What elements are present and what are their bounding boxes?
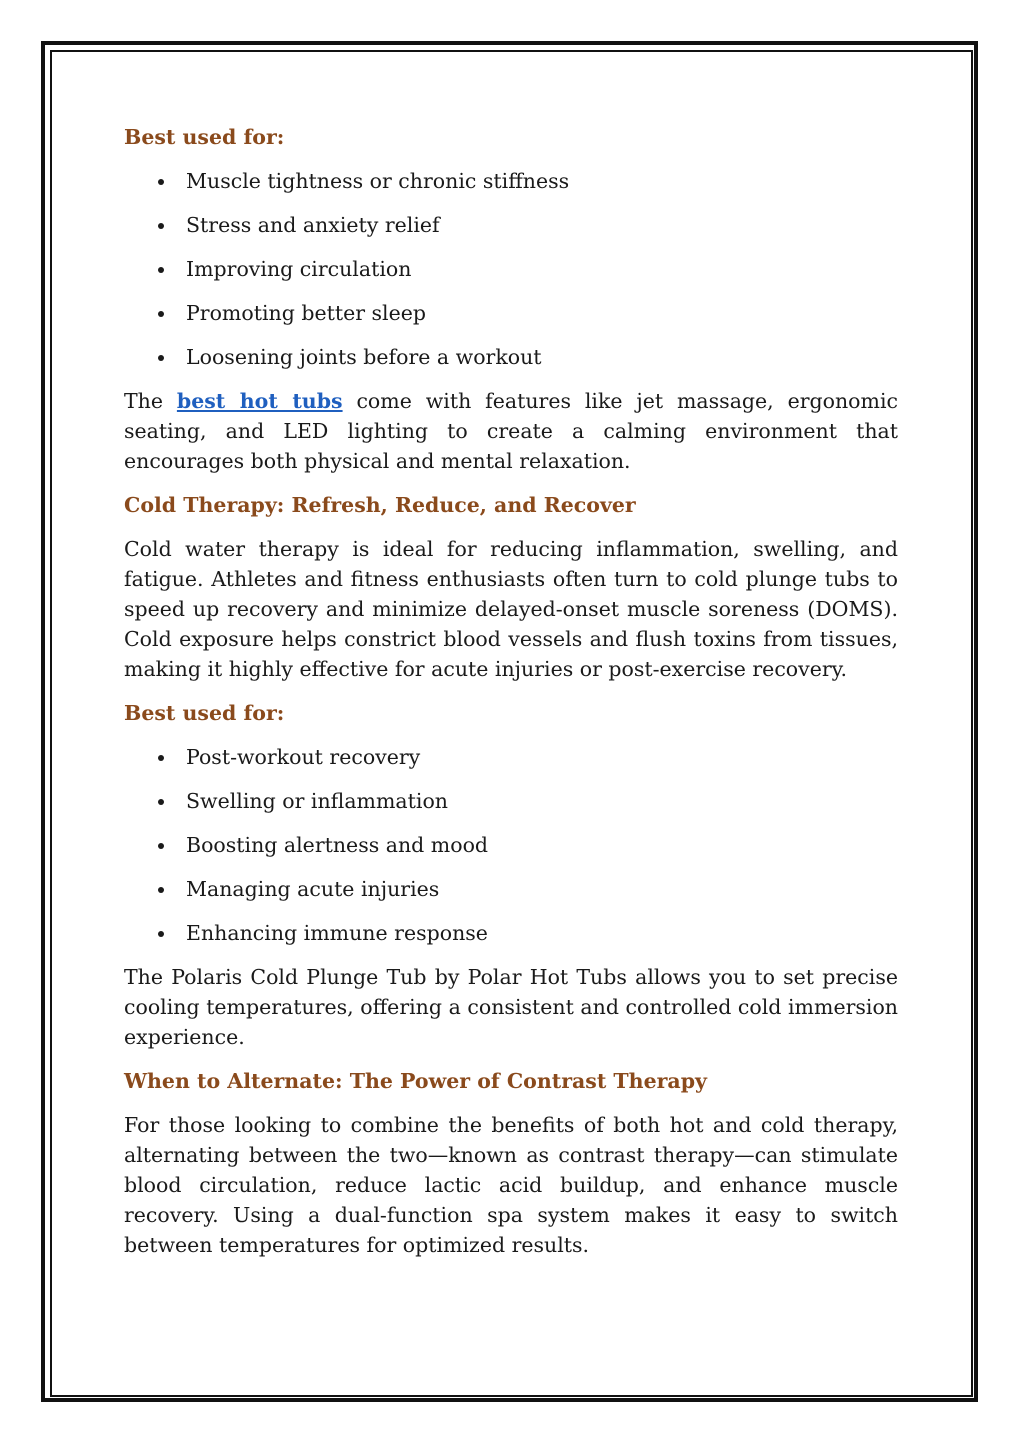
- list-item-text: Promoting better sleep: [186, 301, 426, 325]
- list-item: [124, 918, 898, 948]
- paragraph-polaris: The Polaris Cold Plunge Tub by Polar Hot Tubs allows you to set precise cooling temperatures, offering a consistent and controlled cold immersion experience.: [124, 965, 898, 1049]
- heading-best-used-for-cold: Best used for:: [124, 701, 285, 725]
- list-item: [124, 830, 898, 860]
- list-item: [124, 342, 898, 372]
- heading-best-used-for-hot: Best used for:: [124, 125, 285, 149]
- bullet-icon: [158, 931, 164, 937]
- heading-contrast-therapy: When to Alternate: The Power of Contrast Therapy: [124, 1069, 707, 1093]
- paragraph-contrast-therapy: For those looking to combine the benefits of both hot and cold therapy, alternating between the two—known as contrast therapy—can stimulate blood circulation, reduce lactic acid buildup, and enhance muscle recovery. Using a dual-function spa system makes it easy to switch between temperatures for optimized results.: [124, 1113, 898, 1257]
- bullet-icon: [158, 179, 164, 185]
- list-item-text: Loosening joints before a workout: [186, 345, 542, 369]
- hot-benefits-list: [124, 166, 898, 372]
- list-item-text: Swelling or inflammation: [186, 789, 448, 813]
- list-item: [124, 210, 898, 240]
- paragraph-text-after: come with features like jet massage, ergonomic seating, and LED lighting to create a calming environment that encourages both physical and mental relaxation.: [124, 389, 898, 473]
- bullet-icon: [158, 799, 164, 805]
- bullet-icon: [158, 311, 164, 317]
- bullet-icon: [158, 267, 164, 273]
- bullet-icon: [158, 887, 164, 893]
- list-item: [124, 874, 898, 904]
- bullet-icon: [158, 355, 164, 361]
- bullet-icon: [158, 843, 164, 849]
- list-item: [124, 254, 898, 284]
- best-hot-tubs-link[interactable]: best hot tubs: [176, 389, 343, 413]
- bullet-icon: [158, 223, 164, 229]
- list-item-text: Managing acute injuries: [186, 877, 440, 901]
- paragraph-text-before: The: [124, 389, 177, 413]
- cold-benefits-list: [124, 742, 898, 948]
- list-item: [124, 166, 898, 196]
- list-item-text: Enhancing immune response: [186, 921, 488, 945]
- document-content: [124, 122, 898, 1274]
- list-item-text: Improving circulation: [186, 257, 412, 281]
- paragraph-cold-therapy: Cold water therapy is ideal for reducing inflammation, swelling, and fatigue. Athletes and fitness enthusiasts often turn to cold plunge tubs to speed up recovery and minimize delayed-onset muscle soreness (DOMS). Cold exposure helps constrict blood vessels and flush toxins from tissues, making it highly effective for acute injuries or post-exercise recovery.: [124, 537, 898, 681]
- list-item-text: Post-workout recovery: [186, 745, 421, 769]
- paragraph-hot-tubs: [124, 386, 898, 476]
- list-item-text: Stress and anxiety relief: [186, 213, 440, 237]
- list-item: [124, 742, 898, 772]
- list-item-text: Boosting alertness and mood: [186, 833, 489, 857]
- list-item: [124, 786, 898, 816]
- bullet-icon: [158, 755, 164, 761]
- heading-cold-therapy: Cold Therapy: Refresh, Reduce, and Recover: [124, 493, 636, 517]
- list-item-text: Muscle tightness or chronic stiffness: [186, 169, 570, 193]
- list-item: [124, 298, 898, 328]
